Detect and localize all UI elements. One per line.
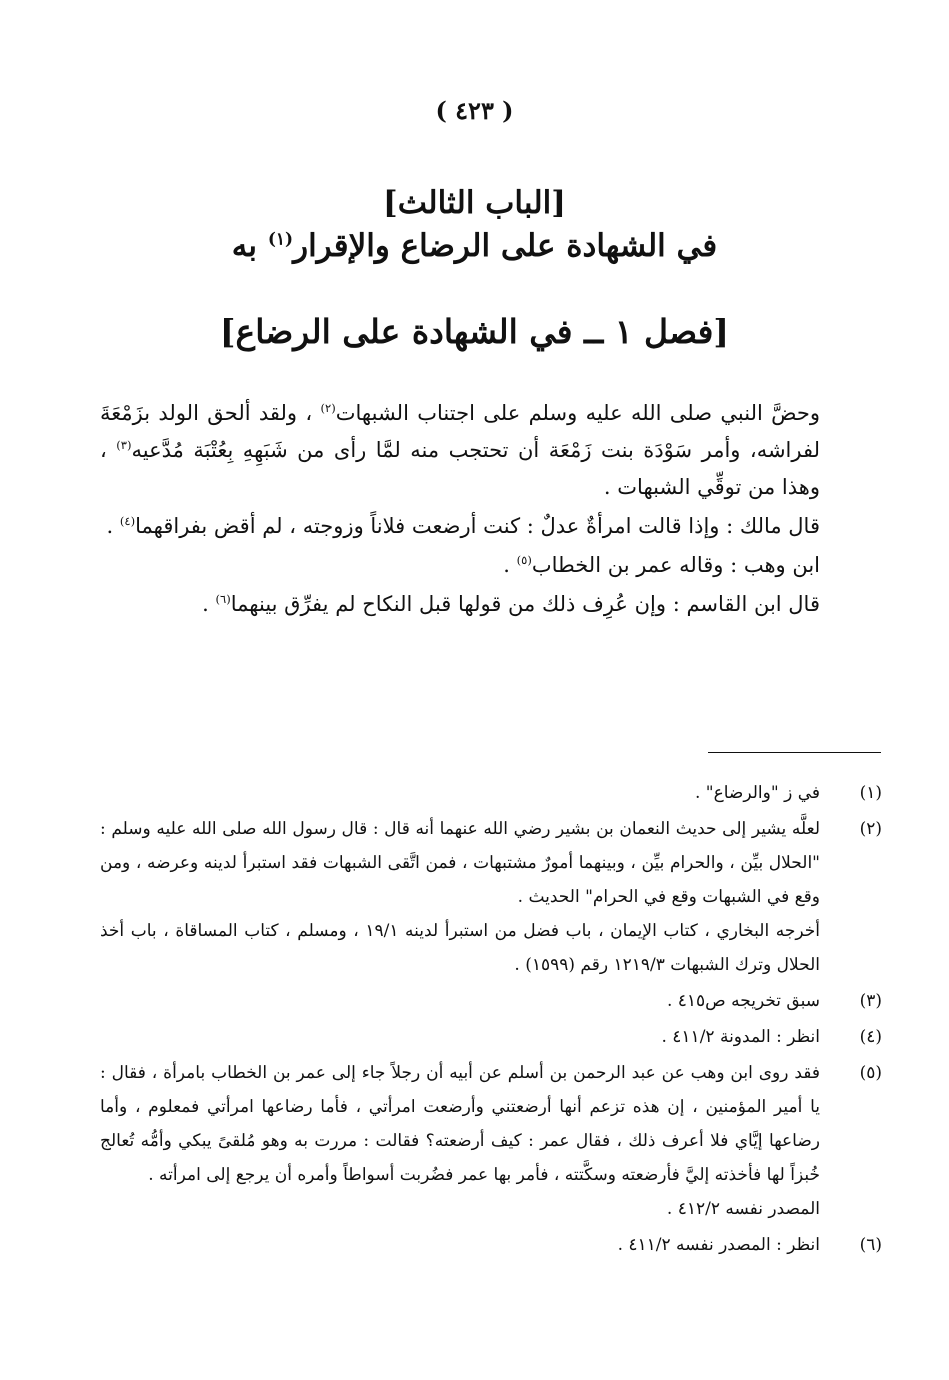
footnote-ref[interactable]: (٤) [119,514,136,528]
footnote-number: (٢) [859,819,882,839]
footnote-item [100,984,882,1018]
footnote-ref[interactable]: (١) [267,229,294,250]
footnote-line: سبق تخريجه ص٤١٥ . [666,991,820,1011]
paragraph [100,547,820,584]
footnote-number: (٦) [859,1235,882,1255]
footnote-text [100,1020,820,1054]
footnote-text [100,984,820,1018]
footnote-text [100,812,820,982]
paragraph-text: ، ولقد ألحق الولد بزَمْعَةَ لفراشه، وأمر سَوْدَة بنت زَمْعَة أن تحتجب منه لمَّا رأى من شَبَهِهِ بِعُتْبَة مُدَّعيه [100,401,820,462]
footnote-text [100,1056,820,1226]
section-title: [فصل ١ ــ في الشهادة على الرضاع] [219,312,730,351]
footnote-item [100,1020,882,1054]
paragraph [100,586,820,623]
chapter-subtitle [0,228,949,264]
footnote-ref[interactable]: (٦) [215,592,231,606]
footnote-item [100,776,882,810]
footnote-item [100,1228,882,1262]
footnote-line: أخرجه البخاري ، كتاب الإيمان ، باب فضل من استبرأ لدينه ١٩/١ ، ومسلم ، كتاب المساقاة ، باب أخذ الحلال وترك الشبهات ١٢١٩/٣ رقم (١٥٩٩) . [100,921,820,975]
chapter-subtitle-tail: به [231,228,258,264]
main-text [100,395,820,623]
paragraph [100,508,820,545]
footnote-text [100,1228,820,1262]
paragraph-text: ، وهذا من توقِّي الشبهات . [100,438,820,499]
footnote-ref[interactable]: (٢) [320,401,336,415]
footnote-ref[interactable]: (٣) [116,438,132,452]
footnote-item [100,1056,882,1226]
paragraph [100,395,820,506]
chapter-title: [الباب الثالث] [383,185,566,221]
footnote-number: (١) [859,783,882,803]
footnote-line: لعلَّه يشير إلى حديث النعمان بن بشير رضي الله عنهما أنه قال : قال رسول الله صلى الله عليه وسلم : "الحلال بيِّن ، والحرام بيِّن ، وبينهما أمورٌ مشتبهات ، فمن اتَّقى الشبهات فقد استبرأ لدينه وعرضه ، ومن وقع في الشبهات وقع في الحرام" الحديث . [100,819,820,907]
paragraph-text: وحضَّ النبي صلى الله عليه وسلم على اجتناب الشبهات [335,401,820,425]
footnote-text [100,776,820,810]
page-number: ( ٤٢٣ ) [435,96,514,125]
footnote-line: في ز "والرضاع" . [694,783,820,803]
footnote-ref[interactable]: (٥) [516,553,532,567]
paragraph-text: . [503,553,510,577]
footnote-line: انظر : المدونة ٤١١/٢ . [661,1027,820,1047]
paragraph-text: . [202,592,209,616]
footnote-line: المصدر نفسه ٤١٢/٢ . [666,1199,820,1219]
paragraph-text: قال ابن القاسم : وإن عُرِف ذلك من قولها قبل النكاح لم يفرِّق بينهما [230,592,820,616]
footnote-number: (٤) [859,1027,882,1047]
chapter-subtitle-text: في الشهادة على الرضاع والإقرار [293,228,718,264]
footnote-line: انظر : المصدر نفسه ٤١١/٢ . [617,1235,820,1255]
footnote-number: (٥) [859,1063,882,1083]
footnote-item [100,812,882,982]
paragraph-text: ابن وهب : وقاله عمر بن الخطاب [531,553,820,577]
footnote-divider [708,752,881,753]
footnote-number: (٣) [859,991,882,1011]
paragraph-text: . [106,514,114,538]
footnotes [100,776,882,1262]
footnote-line: فقد روى ابن وهب عن عبد الرحمن بن أسلم عن أبيه أن رجلاً جاء إلى عمر بن الخطاب بامرأة ، فقال : يا أمير المؤمنين ، إن هذه تزعم أنها أرضعتني وأرضعت امرأتي ، فأما رضاعها امرأتي فمعلوم ، وأما رضاعها إيَّاي فلا أعرف ذلك ، فقال عمر : كيف أرضعته؟ فقالت : مررت به وهو مُلقىً يبكي وأمُّه تُعالج خُبزاً لها فأخذته إليَّ فأرضعته وسكَّتته ، فأمر بها عمر فضُربت أسواطاً وأمره أن يرجع إلى امرأته . [100,1063,820,1185]
paragraph-text: قال مالك : وإذا قالت امرأةٌ عدلٌ : كنت أرضعت فلاناً وزوجته ، لم أقض بفراقهما [135,514,820,538]
